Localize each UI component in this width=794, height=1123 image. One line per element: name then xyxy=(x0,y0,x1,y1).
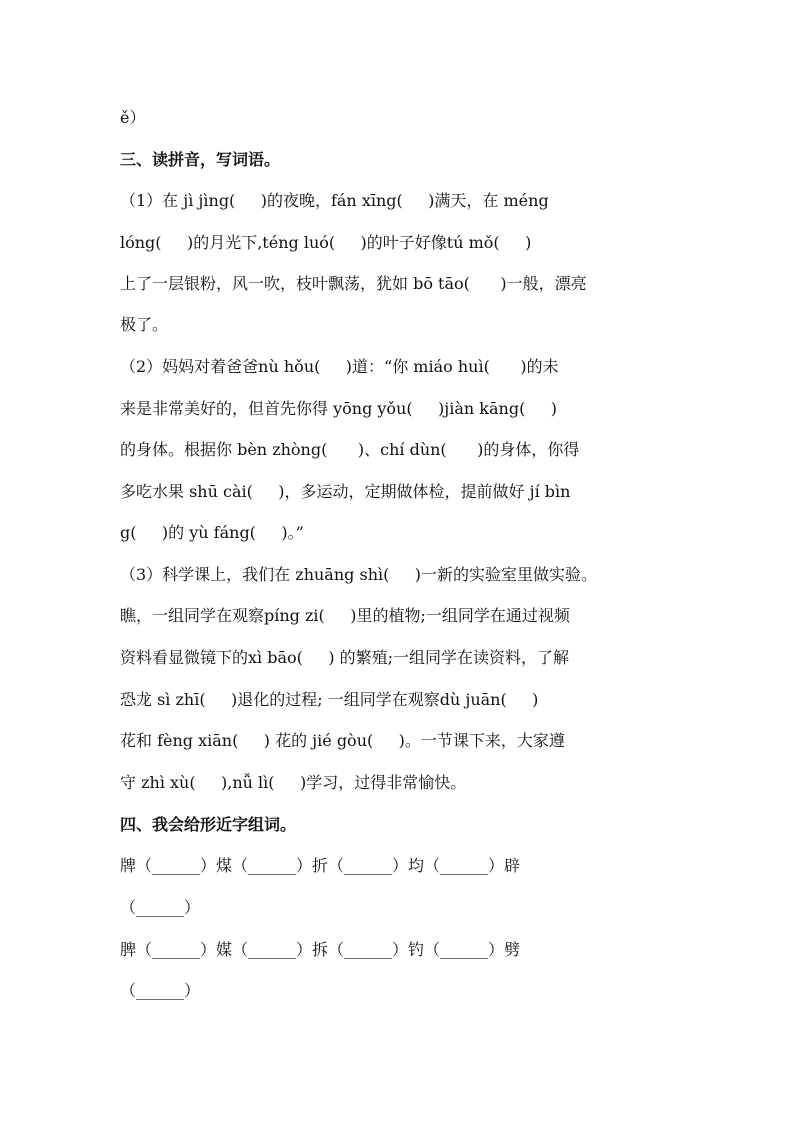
text-line: （______） xyxy=(120,898,201,917)
text-line: 的身体。根据你 bèn zhòng( )、chí dùn( )的身体，你得 xyxy=(120,440,580,459)
section-heading-4: 四、我会给形近字组词。 xyxy=(120,815,297,834)
text-line: 守 zhì xù( ),nǚ lì( )学习，过得非常愉快。 xyxy=(120,773,467,792)
text-line: 极了。 xyxy=(120,315,169,334)
text-line: 瞧，一组同学在观察píng zi( )里的植物;一组同学在通过视频 xyxy=(120,606,570,625)
text-line: （1）在 jì jìng( )的夜晚，fán xīng( )满天，在 méng xyxy=(120,191,549,210)
text-line: 恐龙 sì zhī( )退化的过程; 一组同学在观察dù juān( ) xyxy=(120,690,539,709)
text-line: g( )的 yù fáng( )。” xyxy=(120,523,304,542)
text-line: 上了一层银粉，风一吹，枝叶飘荡，犹如 bō tāo( )一般，漂亮 xyxy=(120,274,587,293)
section-heading-3: 三、读拼音，写词语。 xyxy=(120,150,281,169)
text-line: lóng( )的月光下,téng luó( )的叶子好像tú mǒ( ) xyxy=(120,233,532,252)
text-line: （3）科学课上，我们在 zhuāng shì( )一新的实验室里做实验。 xyxy=(120,565,598,584)
text-line: 资料看显微镜下的xì bāo( ) 的繁殖;一组同学在读资料，了解 xyxy=(120,648,570,667)
text-line: （2）妈妈对着爸爸nù hǒu( )道：“你 miáo huì( )的未 xyxy=(120,357,559,376)
text-line: 牌（______）煤（______）折（______）均（______）辟 xyxy=(120,856,521,875)
text-line: 脾（______）媒（______）拆（______）钓（______）劈 xyxy=(120,940,521,959)
text-line: 多吃水果 shū cài( )，多运动，定期做体检，提前做好 jí bìn xyxy=(120,482,571,501)
text-line: 来是非常美好的，但首先你得 yōng yǒu( )jiàn kāng( ) xyxy=(120,399,557,418)
text-line: 花和 fèng xiān( ) 花的 jié gòu( )。一节课下来，大家遵 xyxy=(120,731,565,750)
text-line: ě） xyxy=(120,108,146,127)
text-line: （______） xyxy=(120,981,201,1000)
